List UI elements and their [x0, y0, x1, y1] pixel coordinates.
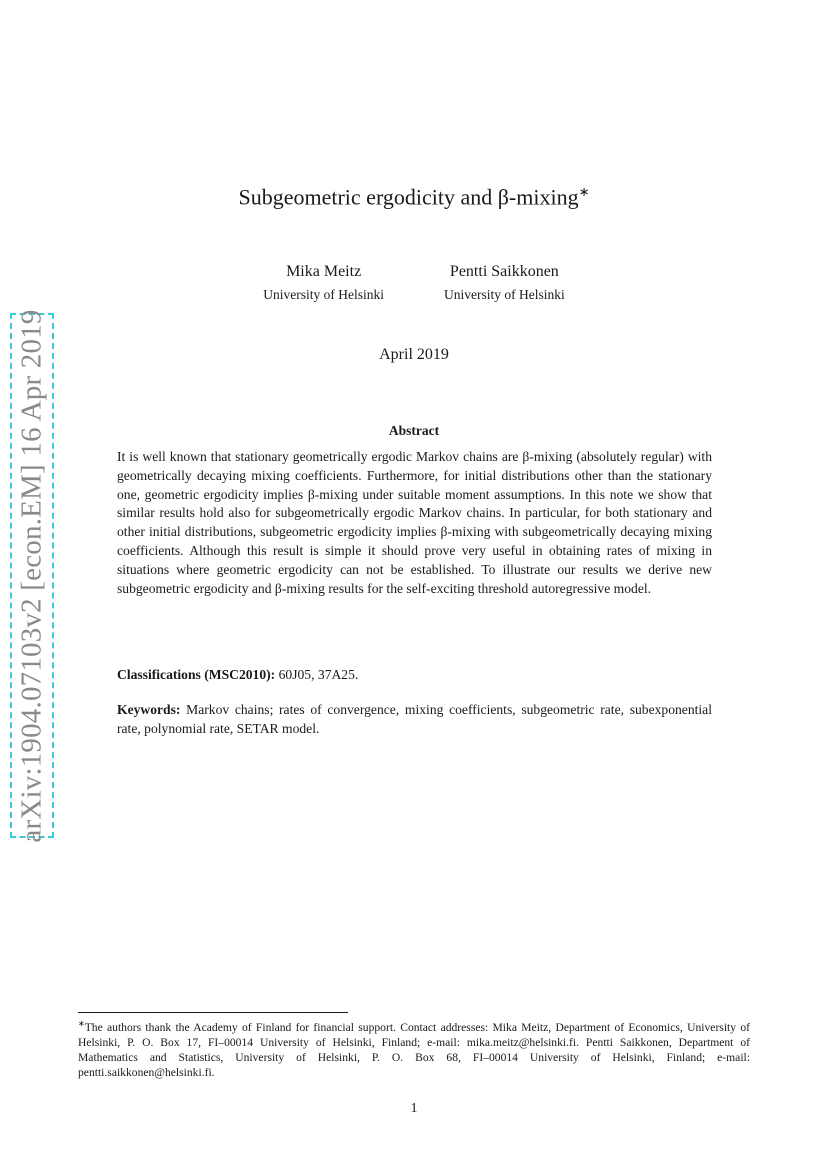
keywords — [117, 701, 712, 739]
keywords-value: Markov chains; rates of convergence, mixing coefficients, subgeometric rate, subexponential rate, polynomial rate, SETAR model. — [117, 702, 712, 736]
page-number: 1 — [410, 1101, 418, 1116]
paper-date: April 2019 — [379, 346, 449, 363]
author-1 — [263, 262, 384, 308]
classifications-label: Classifications (MSC2010): — [117, 667, 276, 682]
author-block — [0, 262, 828, 308]
author-affiliation: University of Helsinki — [263, 287, 384, 302]
footnote-text: The authors thank the Academy of Finland for financial support. Contact addresses: Mika Meitz, Department of Economics, University of Helsinki, P. O. Box 17, FI–00014 University of Helsinki, Finland; e-mail: mika.meitz@helsinki.fi. Pentti Saikkonen, Department of Mathematics and Statistics, University of Helsinki, P. O. Box 68, FI–00014 University of Helsinki, Finland; e-mail: pentti.saikkonen@helsinki.fi. — [78, 1020, 750, 1080]
author-name: Pentti Saikkonen — [449, 263, 559, 280]
author-2 — [444, 262, 565, 308]
abstract-text: It is well known that stationary geometrically ergodic Markov chains are β-mixing (absolutely regular) with geometrically decaying mixing coefficients. Furthermore, for initial distributions other than the stationary one, geometric ergodicity implies β-mixing under suitable moment assumptions. In this note we show that similar results hold also for subgeometrically ergodic Markov chains. In particular, for both stationary and other initial distributions, subgeometric ergodicity implies β-mixing with subgeometrically decaying mixing coefficients. Although this result is simple it should prove very useful in obtaining rates of mixing in situations where geometric ergodicity can not be established. To illustrate our results we derive new subgeometric ergodicity and β-mixing results for the self-exciting threshold autoregressive model. — [117, 449, 712, 596]
paper-title-text: Subgeometric ergodicity and β-mixing — [238, 184, 579, 210]
author-name: Mika Meitz — [286, 263, 362, 280]
arxiv-stamp — [10, 308, 54, 843]
title-footnote-mark: ∗ — [578, 184, 590, 199]
arxiv-id: arXiv:1904.07103v2 [econ.EM] 16 Apr 2019 — [15, 308, 48, 843]
paper-title — [0, 184, 828, 210]
classifications-value: 60J05, 37A25. — [278, 667, 359, 682]
classifications — [117, 666, 712, 685]
abstract-heading: Abstract — [388, 423, 440, 438]
footnote-rule — [78, 1012, 348, 1013]
author-affiliation: University of Helsinki — [444, 287, 565, 302]
keywords-label: Keywords: — [117, 702, 181, 717]
footnote-mark: ∗ — [78, 1019, 85, 1028]
footnote — [78, 1016, 750, 1081]
